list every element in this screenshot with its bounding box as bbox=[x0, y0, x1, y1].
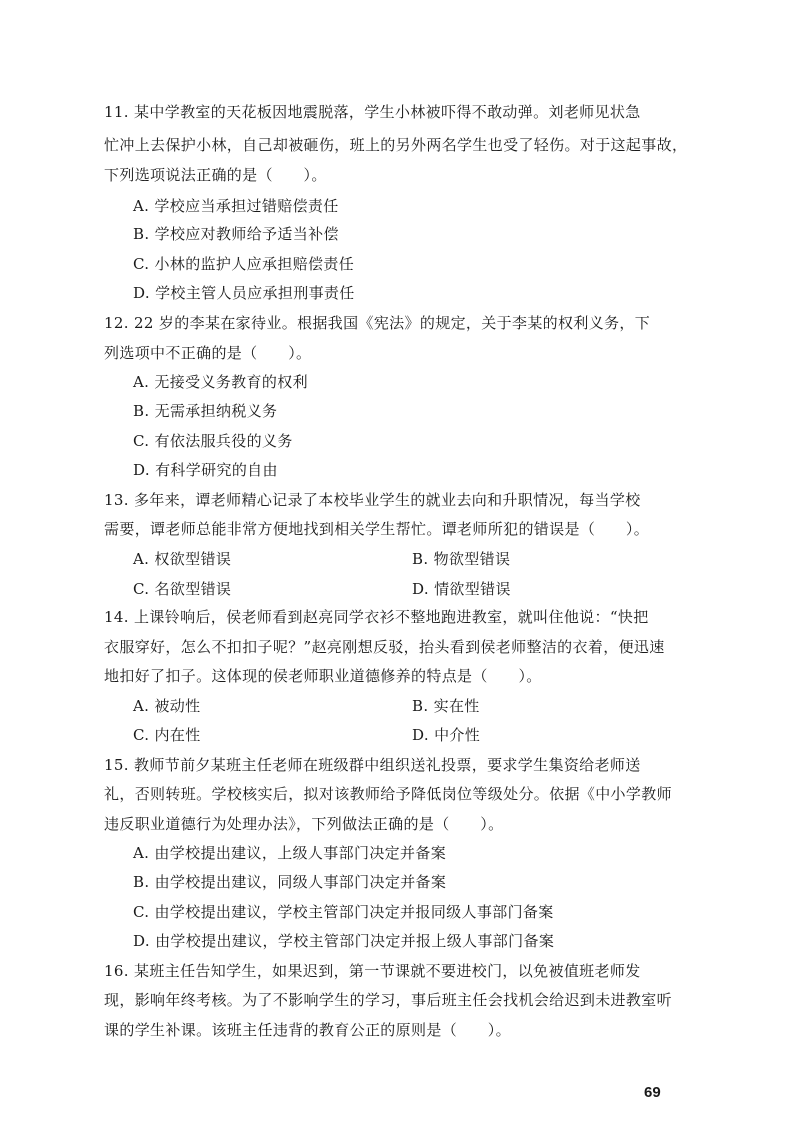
option-b: B. 实在性 bbox=[412, 697, 480, 715]
option-a: A. 学校应当承担过错赔偿责任 bbox=[133, 197, 339, 215]
option-b: B. 由学校提出建议，同级人事部门决定并备案 bbox=[133, 873, 447, 891]
option-d: D. 学校主管人员应承担刑事责任 bbox=[133, 284, 355, 302]
option-a: A. 权欲型错误 bbox=[133, 550, 232, 568]
question-stem-line: 课的学生补课。该班主任违背的教育公正的原则是（ ）。 bbox=[104, 1021, 511, 1039]
question-stem-line: 12. 22 岁的李某在家待业。根据我国《宪法》的规定，关于李某的权利义务，下 bbox=[104, 314, 651, 332]
option-c: C. 名欲型错误 bbox=[133, 580, 232, 598]
question-stem-line: 列选项中不正确的是（ ）。 bbox=[104, 344, 312, 362]
option-d: D. 有科学研究的自由 bbox=[133, 461, 278, 479]
option-a: A. 被动性 bbox=[133, 697, 201, 715]
question-stem-line: 需要，谭老师总能非常方便地找到相关学生帮忙。谭老师所犯的错误是（ ）。 bbox=[104, 520, 650, 538]
page-number: 69 bbox=[644, 1084, 661, 1101]
option-d: D. 由学校提出建议，学校主管部门决定并报上级人事部门备案 bbox=[133, 932, 555, 950]
option-c: C. 内在性 bbox=[133, 726, 201, 744]
question-stem-line: 14. 上课铃响后，侯老师看到赵亮同学衣衫不整地跑进教室，就叫住他说：“快把 bbox=[104, 608, 649, 626]
option-d: D. 中介性 bbox=[412, 726, 481, 744]
option-c: C. 小林的监护人应承担赔偿责任 bbox=[133, 255, 355, 273]
option-a: A. 无接受义务教育的权利 bbox=[133, 373, 308, 391]
option-b: B. 物欲型错误 bbox=[412, 550, 511, 568]
question-stem-line: 11. 某中学教室的天花板因地震脱落，学生小林被吓得不敢动弹。刘老师见状急 bbox=[104, 103, 641, 121]
question-stem-line: 15. 教师节前夕某班主任老师在班级群中组织送礼投票，要求学生集资给老师送 bbox=[104, 756, 641, 774]
question-stem-line: 违反职业道德行为处理办法》，下列做法正确的是（ ）。 bbox=[104, 815, 504, 833]
option-d: D. 情欲型错误 bbox=[412, 580, 511, 598]
option-a: A. 由学校提出建议，上级人事部门决定并备案 bbox=[133, 844, 447, 862]
question-stem-line: 16. 某班主任告知学生，如果迟到，第一节课就不要进校门，以免被值班老师发 bbox=[104, 962, 641, 980]
question-stem-line: 忙冲上去保护小林，自己却被砸伤，班上的另外两名学生也受了轻伤。对于这起事故， bbox=[104, 136, 688, 154]
option-c: C. 有依法服兵役的义务 bbox=[133, 432, 293, 450]
question-stem-line: 衣服穿好，怎么不扣扣子呢？”赵亮刚想反驳，抬头看到侯老师整洁的衣着，便迅速 bbox=[104, 638, 665, 656]
question-stem-line: 地扣好了扣子。这体现的侯老师职业道德修养的特点是（ ）。 bbox=[104, 667, 542, 685]
option-b: B. 学校应对教师给予适当补偿 bbox=[133, 225, 339, 243]
question-stem-line: 现，影响年终考核。为了不影响学生的学习，事后班主任会找机会给迟到未进教室听 bbox=[104, 991, 672, 1009]
question-stem-line: 礼，否则转班。学校核实后，拟对该教师给予降低岗位等级处分。依据《中小学教师 bbox=[104, 785, 672, 803]
option-c: C. 由学校提出建议，学校主管部门决定并报同级人事部门备案 bbox=[133, 903, 554, 921]
question-stem-line: 下列选项说法正确的是（ ）。 bbox=[104, 166, 327, 184]
question-stem-line: 13. 多年来，谭老师精心记录了本校毕业学生的就业去向和升职情况，每当学校 bbox=[104, 491, 641, 509]
option-b: B. 无需承担纳税义务 bbox=[133, 402, 278, 420]
